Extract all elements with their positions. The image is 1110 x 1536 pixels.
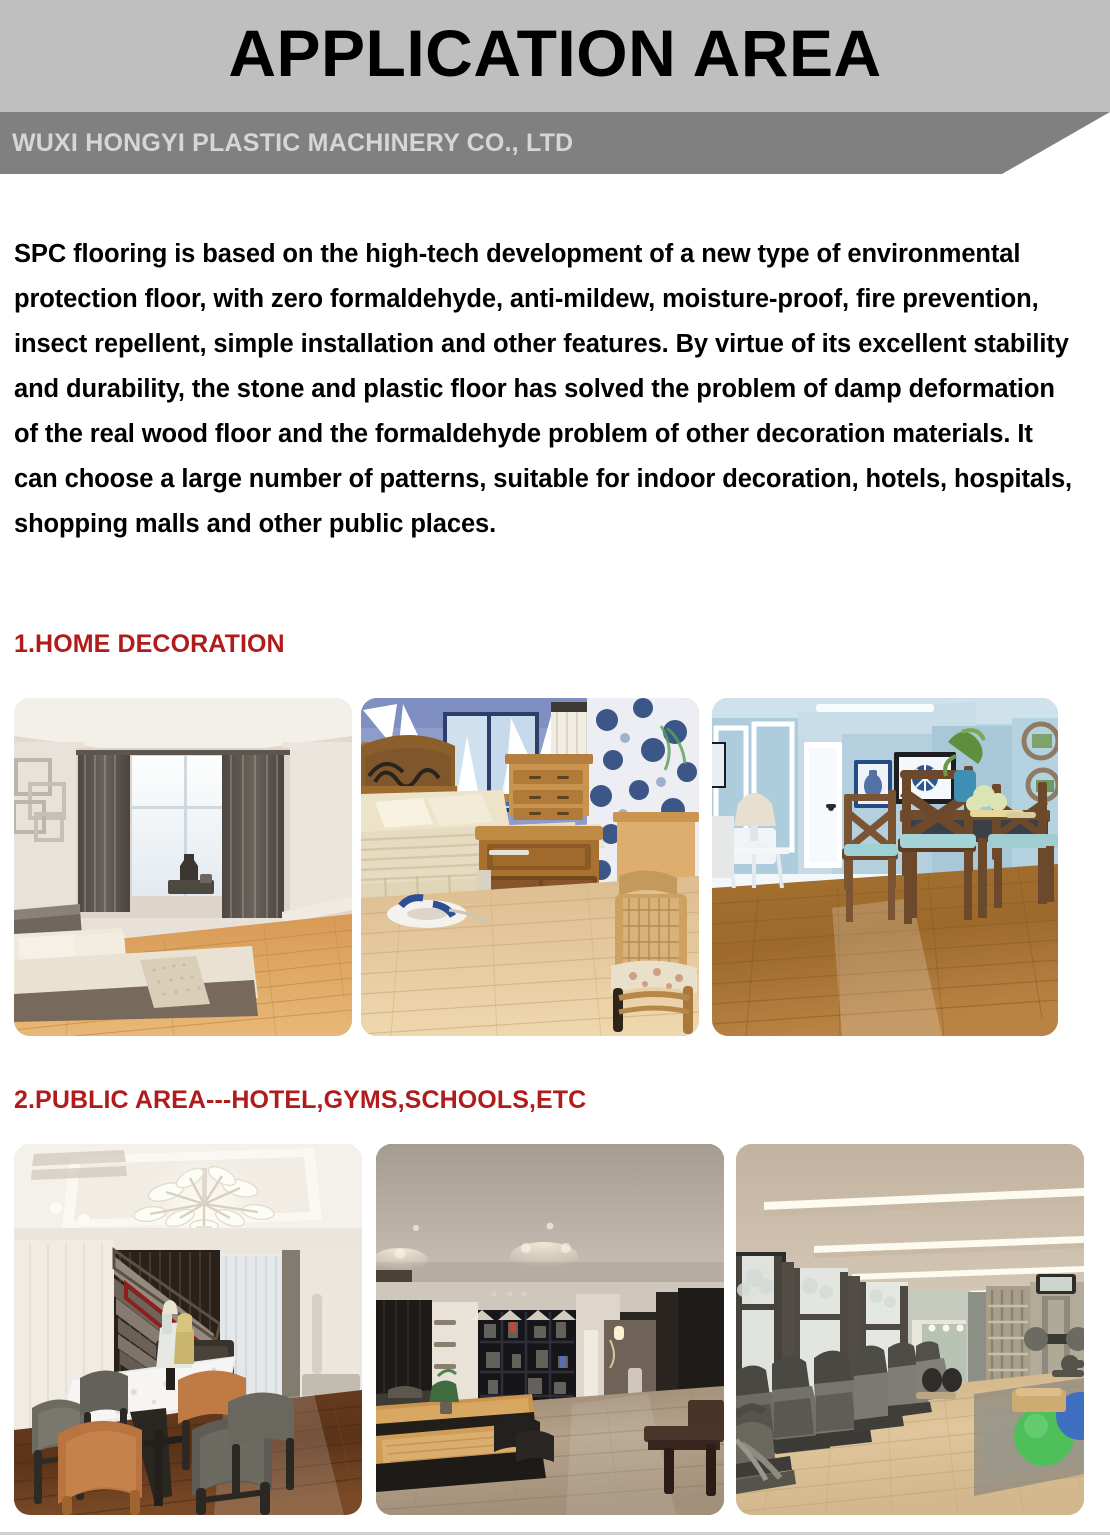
gym-illustration — [736, 1144, 1084, 1515]
photo-bedroom-modern — [14, 698, 352, 1036]
bedroom-modern-illustration — [14, 698, 352, 1036]
intro-paragraph: SPC flooring is based on the high-tech development of a new type of environmental protection floor, with zero formaldehyde, anti-mildew, moisture-proof, fire prevention, insect repellent, simple installation and other features. By virtue of its excellent stability and durability, the stone and plastic floor has solved the problem of damp deformation of the real wood floor and the formaldehyde problem of other decoration materials. It can choose a large number of patterns, suitable for indoor decoration, hotels, hospitals, shopping malls and other public places. — [14, 240, 1073, 538]
photo-dining-modern — [14, 1144, 362, 1515]
photo-lounge-dark — [376, 1144, 724, 1515]
page-title: APPLICATION AREA — [228, 16, 882, 90]
lounge-dark-illustration — [376, 1144, 724, 1515]
company-name: WUXI HONGYI PLASTIC MACHINERY CO., LTD — [12, 129, 574, 157]
footer-rule — [0, 1532, 1110, 1535]
photo-gym — [736, 1144, 1084, 1515]
section-heading-home-decoration: 1.HOME DECORATION — [14, 630, 285, 658]
dining-modern-illustration — [14, 1144, 362, 1515]
photo-bedroom-nautical — [361, 698, 699, 1036]
bedroom-nautical-illustration — [361, 698, 699, 1036]
section-heading-public-area: 2.PUBLIC AREA---HOTEL,GYMS,SCHOOLS,ETC — [14, 1086, 587, 1114]
page-header — [0, 0, 1110, 180]
photo-dining-blue — [712, 698, 1058, 1036]
dining-blue-illustration — [712, 698, 1058, 1036]
